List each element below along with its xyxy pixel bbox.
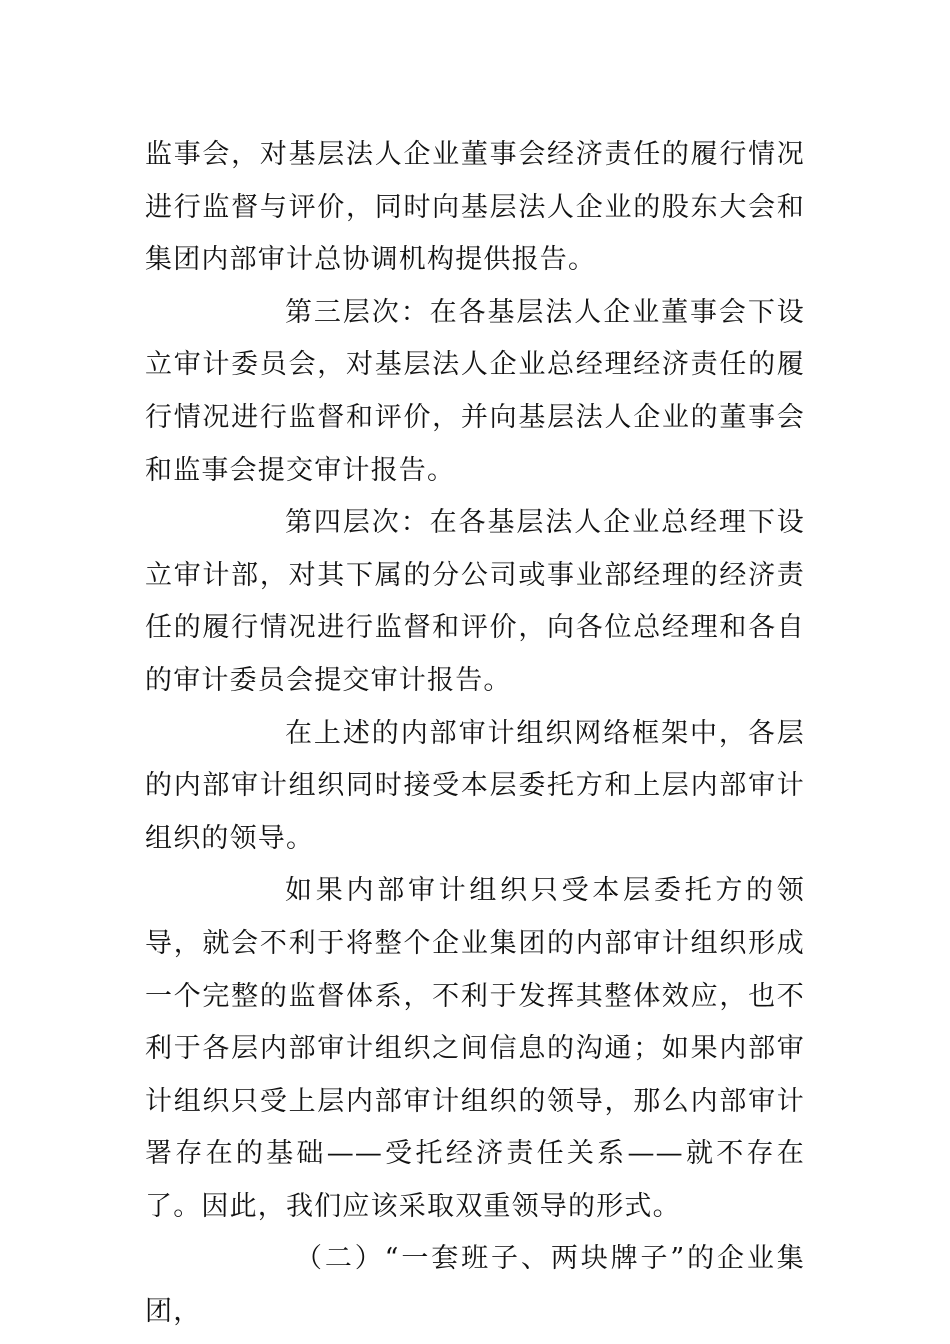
paragraph-fourth-level: 第四层次：在各基层法人企业总经理下设立审计部，对其下属的分公司或事业部经理的经济责任的履行情况进行监督和评价，向各位总经理和各自的审计委员会提交审计报告。 bbox=[145, 507, 805, 696]
document-body bbox=[145, 129, 805, 1339]
paragraph-third-level: 第三层次：在各基层法人企业董事会下设立审计委员会，对基层法人企业总经理经济责任的履行情况进行监督和评价，并向基层法人企业的董事会和监事会提交审计报告。 bbox=[145, 296, 805, 486]
paragraph-continuation: 监事会，对基层法人企业董事会经济责任的履行情况进行监督与评价，同时向基层法人企业的股东大会和集团内部审计总协调机构提供报告。 bbox=[145, 139, 805, 276]
section-heading: （二）“一套班子、两块牌子”的企业集团， bbox=[145, 1243, 805, 1328]
paragraph-network-framework: 在上述的内部审计组织网络框架中，各层的内部审计组织同时接受本层委托方和上层内部审计组织的领导。 bbox=[145, 717, 805, 854]
paragraph-dual-leadership: 如果内部审计组织只受本层委托方的领导，就会不利于将整个企业集团的内部审计组织形成一个完整的监督体系，不利于发挥其整体效应，也不利于各层内部审计组织之间信息的沟通；如果内部审计组织只受上层内部审计组织的领导，那么内部审计署存在的基础——受托经济责任关系——就不存在了。因此，我们应该采取双重领导的形式。 bbox=[145, 875, 805, 1222]
